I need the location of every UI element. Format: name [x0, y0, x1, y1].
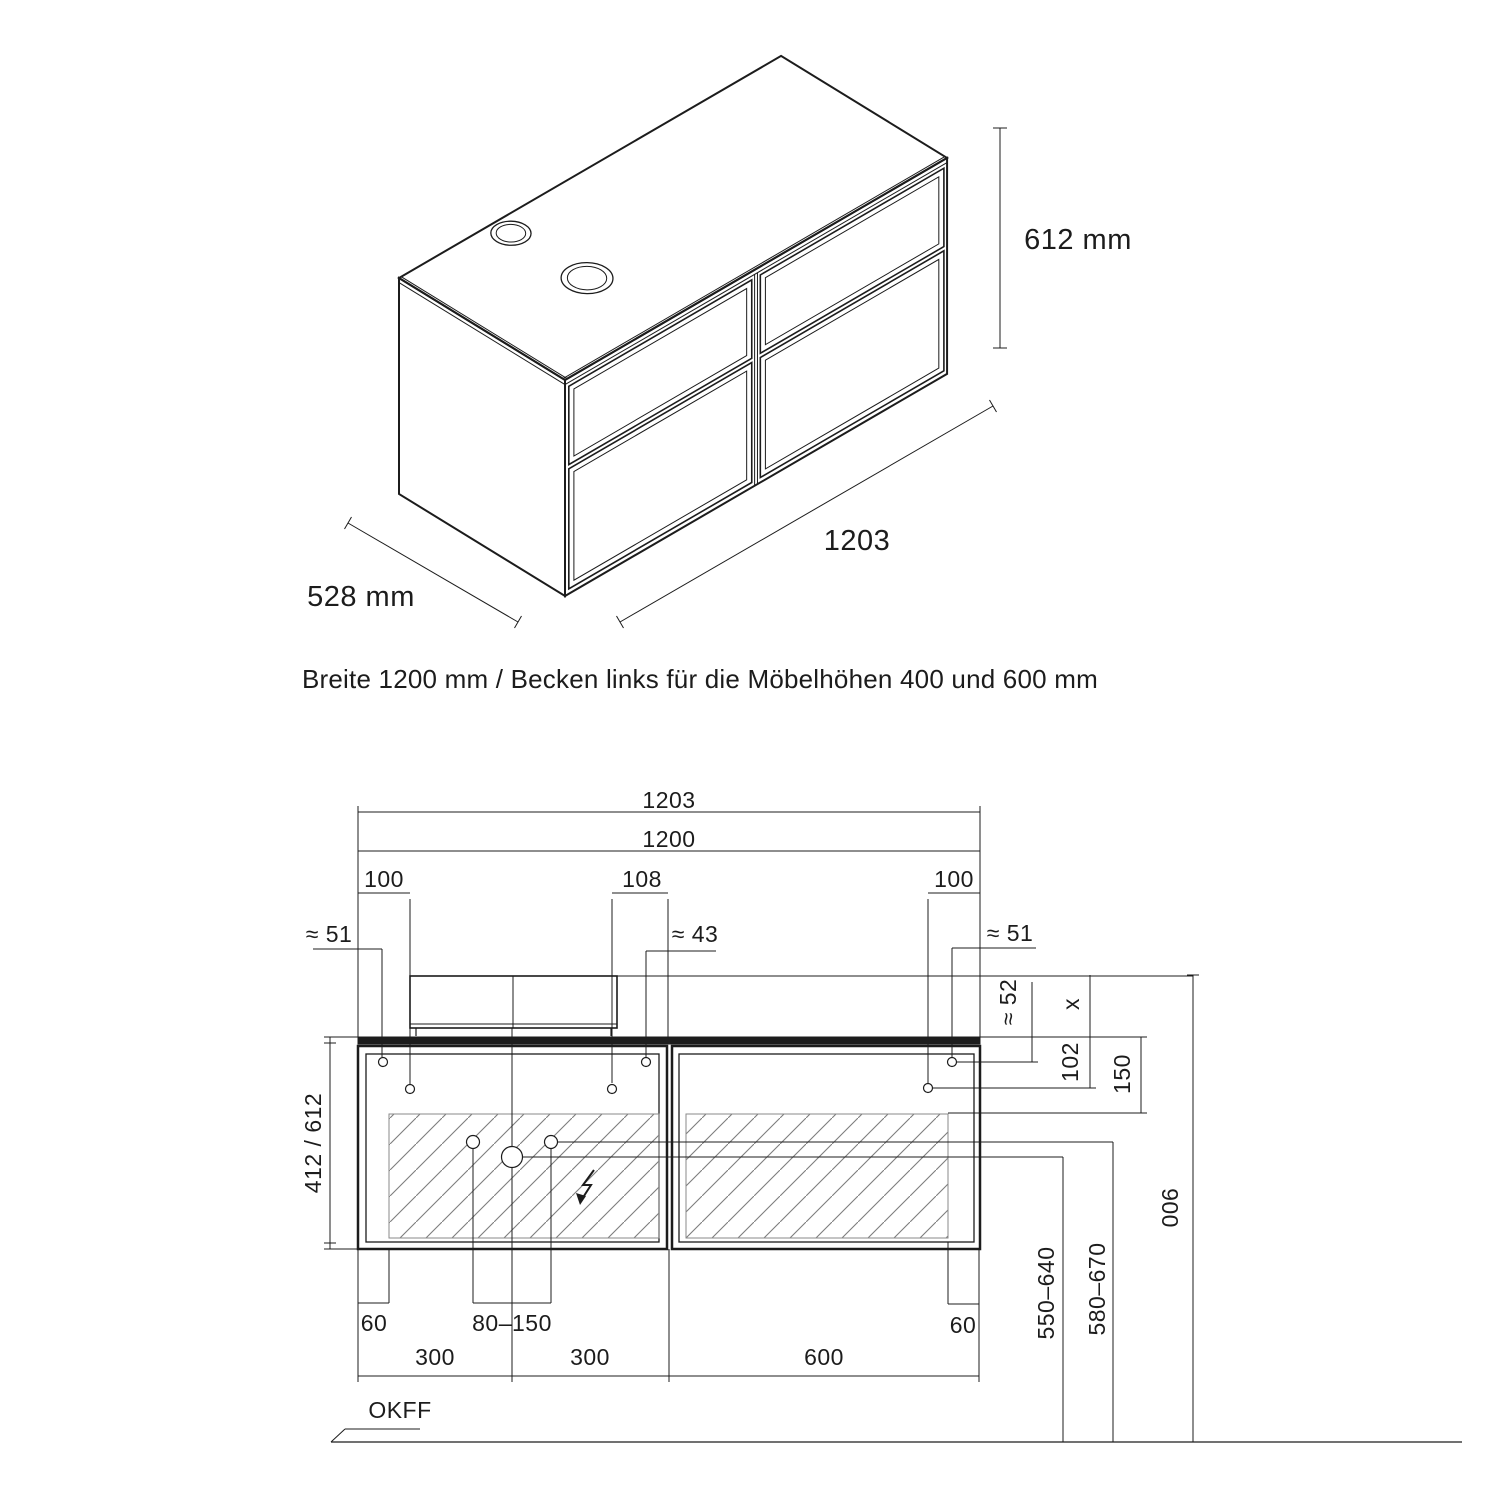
dim-body-width-label: 1200 — [642, 825, 696, 852]
washbasin — [410, 976, 617, 1036]
iso-height-dim-label: 612 mm — [1024, 223, 1132, 256]
dim-mounting-high-label: 580–670 — [1083, 1242, 1110, 1336]
dim-basin-height-label: x — [1057, 998, 1084, 1010]
pipe-opening — [545, 1136, 558, 1149]
iso-width-dim-label: 1203 — [823, 524, 891, 557]
dim-fixing-left-label: 100 — [364, 865, 404, 892]
dim-edge-right-label: 60 — [949, 1311, 977, 1338]
mounting-hole — [379, 1058, 388, 1067]
mounting-hole — [642, 1058, 651, 1067]
dim-fixing-depth1-label: ≈ 52 — [994, 978, 1021, 1026]
dim-clearance-depth-label: 150 — [1108, 1054, 1135, 1094]
pipe-opening — [467, 1136, 480, 1149]
drawer-front — [569, 280, 752, 465]
mounting-hole — [406, 1085, 415, 1094]
cabinet-left-face — [399, 278, 565, 596]
drawer-front — [760, 168, 944, 353]
dim-cabinet-height-label: 412 / 612 — [299, 1092, 326, 1194]
iso-dimension-lines — [345, 128, 1008, 628]
dim-offset-mid-label: ≈ 43 — [671, 920, 719, 947]
dim-offset-right-label: ≈ 51 — [986, 919, 1034, 946]
dim-overall-width-label: 1203 — [642, 786, 696, 813]
drain-opening — [502, 1147, 523, 1168]
hatch-area — [686, 1114, 948, 1238]
drawer-front — [569, 363, 752, 589]
dim-mounting-low-label: 550–640 — [1032, 1246, 1059, 1340]
hatch-area — [389, 1114, 659, 1238]
faucet-hole-icon — [482, 216, 539, 250]
dim-offset-left-label: ≈ 51 — [305, 920, 353, 947]
mounting-hole — [948, 1058, 957, 1067]
drawer-front — [760, 251, 944, 478]
dim-fixing-right-label: 100 — [934, 865, 974, 892]
figure-caption: Breite 1200 mm / Becken links für die Möbelhöhen 400 und 600 mm — [302, 664, 1098, 694]
dim-segment1-label: 300 — [415, 1343, 455, 1370]
dim-fixing-mid-label: 108 — [622, 865, 662, 892]
dim-segment2-label: 300 — [570, 1343, 610, 1370]
mounting-hole — [924, 1084, 933, 1093]
iso-depth-dim-label: 528 mm — [307, 580, 415, 613]
dim-rim-height-label: 900 — [1157, 1188, 1184, 1228]
iso-view — [345, 56, 1008, 628]
level-mark-icon — [331, 1429, 1462, 1442]
datum-okff-label: OKFF — [368, 1396, 432, 1423]
drain-hole-icon — [550, 256, 623, 300]
dim-fixing-depth2-label: 102 — [1056, 1042, 1083, 1082]
countertop — [358, 1037, 980, 1044]
mounting-hole — [608, 1085, 617, 1094]
dim-tap-distance-label: 80–150 — [472, 1309, 552, 1336]
dim-edge-left-label: 60 — [360, 1309, 388, 1336]
elevation-view — [313, 806, 1462, 1442]
dim-segment3-label: 600 — [804, 1343, 844, 1370]
